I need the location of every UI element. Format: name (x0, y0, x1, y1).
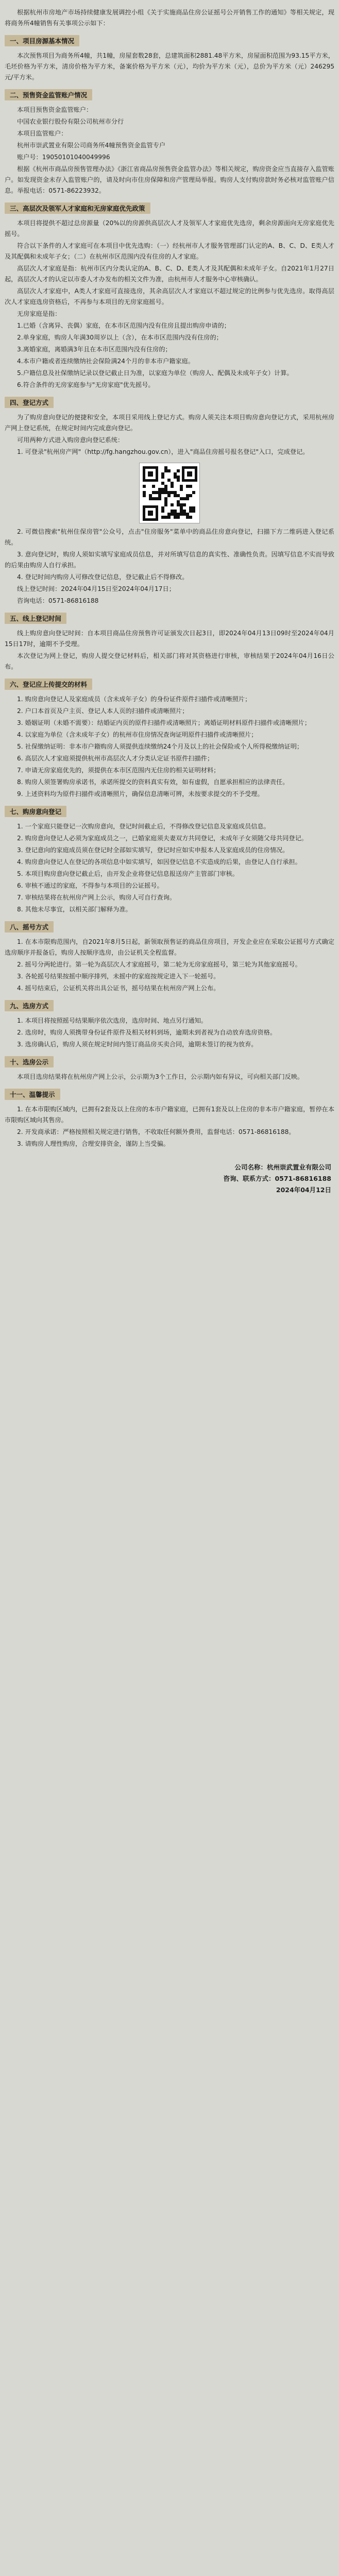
section-paragraph: 2.单身家庭，购房人年满30周岁以上（含），在本市区范围内没有住房的； (17, 334, 223, 341)
contact-phone: 咨询、联系方式：0571-86816188 (223, 1175, 331, 1182)
section-paragraph: 2. 开发商承诺：严格按照相关规定进行销售，不收取任何额外费用，监督电话：0571-86816188。 (17, 1128, 295, 1136)
section-heading (5, 921, 334, 933)
section-paragraph: 中国农业银行股份有限公司杭州市分行 (17, 118, 124, 125)
qr-module (186, 497, 189, 500)
section-paragraph: 5. 社保缴纳证明：非本市户籍购房人须提供连续缴纳24个月及以上的社会保险或个人所得税缴纳证明； (17, 743, 303, 750)
section-paragraph: 7. 审核结果将在杭州房产网上公示，购房人可自行查询。 (17, 894, 176, 901)
section-paragraph: 3. 选房确认后，购房人须在规定时间内签订商品房买卖合同，逾期未签订的视为放弃。 (17, 1041, 258, 1048)
section-paragraph: 7. 申请无房家庭优先的，须提供在本市区范围内无住房的相关证明材料； (17, 767, 220, 774)
section-paragraph: 高层次人才家庭中，A类人才家庭可直接选房，其余高层次人才家庭以不超过规定的比例参与优先选房。取得高层次人才家庭选房资格后，不再参与本项目的无房家庭摇号。 (5, 287, 334, 306)
notice-footer (5, 1162, 334, 1196)
section-heading-label: 六、登记应上传提交的材料 (5, 679, 92, 690)
section-heading (5, 1000, 334, 1011)
qr-module (177, 479, 180, 482)
qr-module (161, 510, 164, 513)
qr-module (192, 510, 195, 513)
section-heading-label: 三、高层次及领军人才家庭和无房家庭优先政策 (5, 202, 150, 214)
section-paragraph: 线上购房意向登记时间：自本项目商品住房预售许可证颁发次日起3日，即2024年04月13日09时至2024年04月15日17时，逾期不予受理。 (5, 630, 334, 648)
section-paragraph: 3. 登记意向的家庭成员须在登记时全部如实填写，登记时应如实申报本人及家庭成员的住房情况。 (17, 846, 289, 854)
qr-module (143, 485, 146, 488)
section-paragraph: 3. 请购房人理性购房，合理安排资金，谨防上当受骗。 (17, 1140, 170, 1147)
qr-module (189, 485, 192, 488)
section-paragraph: 本次登记为网上登记，购房人提交登记材料后，相关部门将对其资格进行审核，审核结果于2024年04月16日公布。 (5, 652, 334, 670)
section-heading-label: 十一、温馨提示 (5, 1089, 60, 1100)
section-paragraph: 本项目将提供不超过总房源量（20%以的房源供高层次人才及领军人才家庭优先选房，剩余房源面向无房家庭优先摇号。 (5, 219, 334, 238)
section-paragraph: 线上登记时间：2024年04月15日至2024年04月17日； (17, 585, 175, 592)
section-heading (5, 1089, 334, 1100)
section-heading (5, 202, 334, 214)
qr-module (177, 516, 180, 519)
section-paragraph: 咨询电话：0571-86816188 (17, 597, 99, 604)
qr-module (183, 503, 186, 506)
section-paragraph: 6. 审核不通过的家庭，不得参与本项目的公证摇号。 (17, 882, 163, 889)
section-paragraph: 2. 选房时，购房人须携带身份证件原件及相关材料到场，逾期未到者视为自动放弃选房资格。 (17, 1029, 277, 1036)
section-paragraph: 1. 可登录"杭州房产网"（http://fg.hangzhou.gov.cn），进入"商品住房摇号报名登记"入口，完成登记。 (17, 448, 309, 455)
section-paragraph: 4. 登记时间内购房人可修改登记信息，登记截止后不得修改。 (17, 573, 189, 581)
section-paragraph: 5. 本项目购房意向登记截止后，由开发企业将登记信息报送房产主管部门审核。 (17, 870, 239, 877)
section-paragraph: 1. 一个家庭只能登记一次购房意向，登记时间截止后，不得修改登记信息及家庭成员信息。 (17, 823, 270, 830)
section-paragraph: 为了购房意向登记的便捷和安全，本项目采用线上登记方式。购房人须关注本项目购房意向登记方式，采用杭州房产网上登记系统，在规定时间内完成意向登记。 (5, 414, 334, 432)
qr-module (180, 488, 183, 491)
section-heading-label: 九、选房方式 (5, 1000, 54, 1011)
section-paragraph: 3. 婚姻证明（未婚不需要）：结婚证内页的原件扫描件或清晰照片；离婚证明材料原件扫描件或清晰照片； (17, 719, 311, 726)
section-paragraph: 9. 上述资料均为原件扫描件或清晰照片，确保信息清晰可辨，未按要求提交的不予受理。 (17, 790, 264, 798)
registration-qr-code[interactable] (139, 463, 200, 523)
qr-module (143, 494, 146, 497)
section-heading-label: 四、登记方式 (5, 397, 54, 408)
section-paragraph: 4. 购房意向登记人在登记的各项信息中如实填写，如因登记信息不实造成的后果，由登记人自行承担。 (17, 858, 301, 866)
section-paragraph: 2. 可微信搜索"杭州住保房管"公众号，点击"住房服务"菜单中的商品住房意向登记，扫描下方二维码进入登记系统。 (5, 528, 334, 546)
qr-module (177, 469, 180, 472)
section-paragraph: 本项目预售资金监管账户： (17, 106, 93, 113)
section-paragraph: 6.符合条件的无房家庭参与"无房家庭"优先摇号。 (17, 381, 155, 388)
section-heading-label: 八、摇号方式 (5, 921, 54, 933)
qr-module (167, 516, 171, 519)
notice-date: 2024年04月12日 (276, 1186, 331, 1194)
section-paragraph: 3. 各轮摇号结果按摇中顺序排列，未摇中的家庭按规定进入下一轮摇号。 (17, 973, 220, 980)
section-paragraph: 本项目选房结果将在杭州房产网上公示，公示期为3个工作日，公示期内如有异议，可向相关部门反映。 (17, 1073, 304, 1080)
section-paragraph: 6. 高层次人才家庭须提供杭州市高层次人才分类认定证书原件扫描件； (17, 755, 214, 762)
section-paragraph: 2. 摇号分两轮进行。第一轮为高层次人才家庭摇号，第二轮为无房家庭摇号，第三轮为其他家庭摇号。 (17, 961, 301, 968)
qr-module (192, 491, 195, 494)
section-paragraph: 无房家庭是指： (17, 310, 61, 317)
section-paragraph: 4. 以家庭为单位（含未成年子女）的杭州市住房情况查询证明原件扫描件或清晰照片； (17, 731, 258, 738)
section-heading (5, 1056, 334, 1067)
section-heading (5, 35, 334, 46)
qr-module (189, 494, 192, 497)
section-paragraph: 5.户籍信息及社保缴纳记录以登记截止日为准，以家庭为单位（购房人、配偶及未成年子女）计算。 (17, 369, 293, 377)
section-paragraph: 8. 购房人须签署购房承诺书，承诺所提交的资料真实有效，如有虚假，自愿承担相应的法律责任。 (17, 778, 289, 786)
qr-finder-pattern (143, 505, 158, 521)
section-paragraph: 2. 购房意向登记人必须为家庭成员之一，已婚家庭须夫妻双方共同登记，未成年子女须随父母共同登记。 (17, 835, 308, 842)
section-heading (5, 397, 334, 408)
section-paragraph: 8. 其他未尽事宜，以相关部门解释为准。 (17, 906, 132, 913)
section-paragraph: 3.离婚家庭，离婚满3年且在本市区范围内没有住房的； (17, 346, 172, 353)
section-paragraph: 3. 意向登记时，购房人须如实填写家庭成员信息，并对所填写信息的真实性、准确性负责。因填写信息不实而导致的后果由购房人自行承担。 (5, 551, 334, 569)
section-paragraph: 1. 在本市限购范围内，自2021年8月5日起，新领取预售证的商品住房项目，开发企业应在采取公证摇号方式确定选房顺序并报备后，购房人按顺序选房，由公证机关全程监督。 (5, 938, 334, 956)
section-heading-label: 五、线上登记时间 (5, 613, 66, 624)
section-heading (5, 679, 334, 690)
section-heading (5, 89, 334, 100)
section-paragraph: 2. 户口本首页及户主页、登记人本人页的扫描件或清晰照片； (17, 707, 189, 715)
section-paragraph: 1.已婚（含离异、丧偶）家庭，在本市区范围内没有住房且提出购房申请的； (17, 322, 230, 329)
qr-module (167, 469, 171, 472)
notice-intro: 根据杭州市房地产市场持续健康发展调控小组《关于实施商品住房公证摇号公开销售工作的通知》等相关规定，现将商务所4幢销售有关事项公示如下： (5, 9, 334, 27)
section-paragraph: 本次预售项目为商务所4幢，共1幢，房屋套数28套，总建筑面积2881.48平方米，房屋面积范围为93.15平方米，毛坯价格为平方米，清房价格为平方米，备案价格为平方米（元），均价为平方米（元），总价为平方米（元）246295元/平方米。 (5, 52, 334, 81)
section-paragraph: 符合以下条件的人才家庭可在本项目中优先选购：（一）经杭州市人才服务管理部门认定的A、B、C、D、E类人才及其配偶和未成年子女；（二）在杭州市区范围内没有住房的人才家庭。 (5, 242, 334, 260)
section-paragraph: 1. 购房意向登记人及家庭成员（含未成年子女）的身份证件原件扫描件或清晰照片； (17, 696, 251, 703)
section-paragraph: 1. 在本市限购区域内，已拥有2套及以上住房的本市户籍家庭，已拥有1套及以上住房的非本市户籍家庭，暂停在本市限购区域向其售房。 (5, 1106, 335, 1124)
section-paragraph: 4.本市户籍或者连续缴纳社会保险满24个月的非本市户籍家庭。 (17, 358, 195, 365)
section-paragraph: 4. 摇号结束后，公证机关将出具公证书，摇号结果在杭州房产网上公布。 (17, 985, 220, 992)
qr-module (161, 476, 164, 479)
qr-module (171, 485, 174, 488)
section-paragraph: 根据《杭州市商品房预售管理办法》《浙江省商品房预售资金监管办法》等相关规定，购房资金应当直接存入监管账户。如发现资金未存入监管账户的，请及时向市住房保障和房产管理局举报。购房人支付购房款时务必核对监管账户信息。举报电话：0571-86223932。 (5, 165, 334, 194)
section-paragraph: 账户号：19050101040049996 (17, 154, 110, 161)
qr-finder-pattern (182, 466, 197, 482)
section-paragraph: 1. 本项目将按照摇号结果顺序依次选房，选房时间、地点另行通知。 (17, 1017, 207, 1024)
qr-code-row (5, 463, 334, 523)
section-paragraph: 本项目监管账户： (17, 130, 67, 137)
qr-module (171, 503, 174, 506)
section-heading (5, 613, 334, 624)
section-heading-label: 七、购房意向登记 (5, 806, 66, 817)
section-paragraph: 可用两种方式进入购房意向登记系统： (17, 436, 124, 444)
qr-module (167, 494, 171, 497)
section-heading-label: 二、预售资金监管账户情况 (5, 89, 92, 100)
section-heading (5, 806, 334, 817)
section-heading-label: 十、选房公示 (5, 1056, 54, 1067)
section-heading-label: 一、项目房源基本情况 (5, 35, 79, 46)
qr-module (152, 485, 155, 488)
section-paragraph: 杭州市崇武置业有限公司商务所4幢预售资金监管专户 (17, 142, 166, 149)
section-paragraph: 高层次人才家庭是指：杭州市区内分类认定的A、B、C、D、E类人才及其配偶和未成年子女。自2021年1月27日起，高层次人才的认定以市委人才办发布的相关文件为准，由杭州市人才服务中心审核确认。 (5, 265, 334, 283)
qr-module (164, 503, 167, 506)
company-name: 公司名称：杭州崇武置业有限公司 (234, 1163, 331, 1171)
qr-module (189, 516, 192, 519)
qr-module (158, 497, 161, 500)
notice-sections (5, 35, 334, 1149)
qr-finder-pattern (143, 466, 158, 482)
